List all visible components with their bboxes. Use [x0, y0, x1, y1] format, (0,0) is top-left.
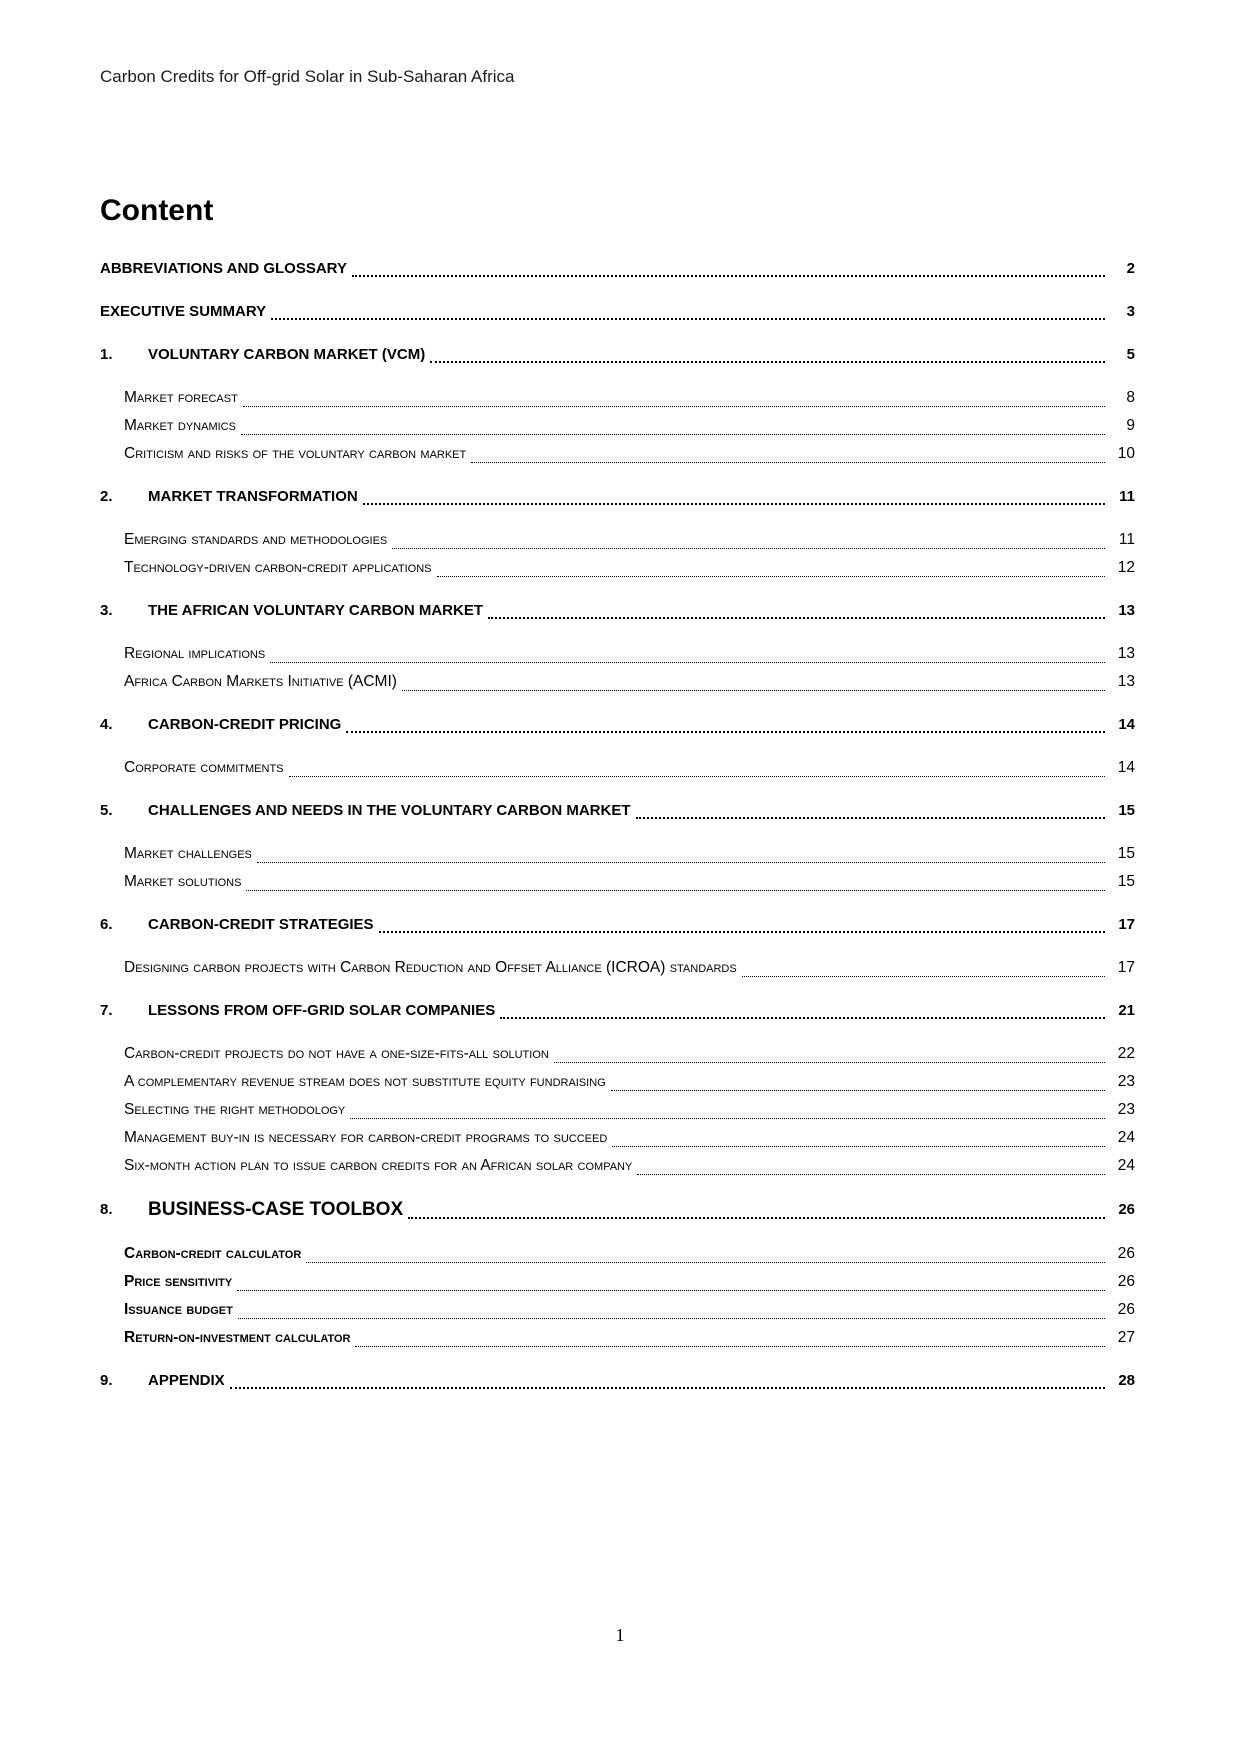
toc-entry[interactable] [100, 668, 1135, 696]
dot-leader [471, 462, 1105, 463]
toc-entry-label: Designing carbon projects with Carbon Reduction and Offset Alliance (ICROA) standards [124, 959, 737, 976]
toc-entry-label: MARKET TRANSFORMATION [148, 488, 358, 505]
toc-entry-label: CHALLENGES AND NEEDS IN THE VOLUNTARY CARBON MARKET [148, 802, 631, 819]
toc-entry-page: 11 [1118, 531, 1135, 548]
toc-entry-page: 10 [1117, 445, 1135, 462]
toc-entry[interactable] [100, 1152, 1135, 1180]
toc-entry-page: 27 [1117, 1329, 1135, 1346]
toc-entry[interactable] [100, 255, 1135, 283]
toc-entry-number: 1. [100, 346, 113, 363]
toc-entry-label: Market forecast [124, 389, 238, 406]
dot-leader [352, 275, 1105, 277]
toc-entry-page: 14 [1118, 716, 1135, 733]
page-number-footer: 1 [615, 1625, 625, 1645]
toc-entry-number: 5. [100, 802, 113, 819]
toc-entry-label: Emerging standards and methodologies [124, 531, 388, 548]
dot-leader [637, 1174, 1105, 1175]
toc-entry-label: A complementary revenue stream does not substitute equity fundraising [124, 1073, 606, 1090]
toc-entry-page: 23 [1117, 1101, 1135, 1118]
dot-leader [488, 617, 1105, 619]
toc-entry[interactable] [100, 1124, 1135, 1152]
toc-entry-page: 12 [1117, 559, 1135, 576]
toc-entry-number: 4. [100, 716, 113, 733]
toc-entry-label: THE AFRICAN VOLUNTARY CARBON MARKET [148, 602, 483, 619]
toc-entry[interactable] [100, 526, 1135, 554]
toc-entry[interactable] [100, 384, 1135, 412]
toc-entry-label: Return-on-investment calculator [124, 1329, 351, 1346]
toc-entry[interactable] [100, 412, 1135, 440]
toc-entry-number: 7. [100, 1002, 113, 1019]
toc-entry[interactable] [100, 483, 1135, 511]
toc-entry[interactable] [100, 911, 1135, 939]
toc-entry[interactable] [100, 298, 1135, 326]
toc-entry[interactable] [100, 1195, 1135, 1225]
toc-entry[interactable] [100, 1040, 1135, 1068]
dot-leader [554, 1062, 1105, 1063]
dot-leader [437, 576, 1105, 577]
toc-entry[interactable] [100, 640, 1135, 668]
toc-entry-label: ABBREVIATIONS AND GLOSSARY [100, 260, 347, 277]
dot-leader [230, 1387, 1105, 1389]
toc-entry-label: Regional implications [124, 645, 266, 662]
dot-leader [742, 976, 1105, 977]
toc-entry-page: 21 [1118, 1002, 1135, 1019]
toc-entry[interactable] [100, 797, 1135, 825]
dot-leader [238, 1318, 1105, 1319]
toc-entry-page: 17 [1117, 959, 1135, 976]
toc-entry-label: CARBON-CREDIT PRICING [148, 716, 342, 733]
toc-entry[interactable] [100, 1240, 1135, 1268]
toc-entry-page: 13 [1118, 602, 1135, 619]
toc-entry[interactable] [100, 1068, 1135, 1096]
toc-entry-label: CARBON-CREDIT STRATEGIES [148, 916, 374, 933]
toc-entry-page: 5 [1126, 346, 1135, 363]
toc-entry-page: 23 [1117, 1073, 1135, 1090]
dot-leader [500, 1017, 1105, 1019]
toc-entry[interactable] [100, 711, 1135, 739]
toc-entry-page: 8 [1126, 389, 1135, 406]
toc-entry-label: APPENDIX [148, 1372, 225, 1389]
toc-entry-page: 24 [1117, 1129, 1135, 1146]
toc-entry-label: Corporate commitments [124, 759, 284, 776]
dot-leader [392, 548, 1105, 549]
toc-entry-number: 3. [100, 602, 113, 619]
toc-entry-number: 2. [100, 488, 113, 505]
toc-entry-page: 14 [1117, 759, 1135, 776]
toc-entry-label: Management buy-in is necessary for carbon-credit programs to succeed [124, 1129, 608, 1146]
toc-entry[interactable] [100, 1296, 1135, 1324]
dot-leader [355, 1346, 1105, 1347]
dot-leader [408, 1217, 1105, 1219]
toc-entry-label: Criticism and risks of the voluntary carbon market [124, 445, 467, 462]
toc-entry[interactable] [100, 840, 1135, 868]
toc-entry-label: VOLUNTARY CARBON MARKET (VCM) [148, 346, 426, 363]
dot-leader [346, 731, 1105, 733]
toc-entry-label: BUSINESS-CASE TOOLBOX [148, 1199, 404, 1220]
toc-entry-page: 2 [1126, 260, 1135, 277]
toc-entry-label: Carbon-credit calculator [124, 1245, 302, 1262]
toc-entry-label: Carbon-credit projects do not have a one-size-fits-all solution [124, 1045, 549, 1062]
dot-leader [430, 361, 1105, 363]
dot-leader [289, 776, 1105, 777]
dot-leader [379, 931, 1105, 933]
dot-leader [257, 862, 1105, 863]
toc-entry-number: 6. [100, 916, 113, 933]
toc-entry[interactable] [100, 997, 1135, 1025]
toc-entry-label: Six-month action plan to issue carbon credits for an African solar company [124, 1157, 633, 1174]
toc-entry[interactable] [100, 554, 1135, 582]
toc-entry[interactable] [100, 1324, 1135, 1352]
toc-entry-label: Market challenges [124, 845, 252, 862]
page-title: Content [100, 194, 214, 227]
dot-leader [243, 406, 1105, 407]
toc-entry-page: 28 [1118, 1372, 1135, 1389]
dot-leader [241, 434, 1105, 435]
toc-entry[interactable] [100, 1268, 1135, 1296]
toc-entry-label: Selecting the right methodology [124, 1101, 346, 1118]
dot-leader [611, 1090, 1105, 1091]
toc-entry-label: LESSONS FROM OFF-GRID SOLAR COMPANIES [148, 1002, 496, 1019]
toc-entry[interactable] [100, 1367, 1135, 1395]
running-header: Carbon Credits for Off-grid Solar in Sub-Saharan Africa [100, 67, 515, 86]
toc-entry-label: Market dynamics [124, 417, 236, 434]
toc-entry-page: 13 [1117, 673, 1135, 690]
toc-entry[interactable] [100, 754, 1135, 782]
toc-entry[interactable] [100, 341, 1135, 369]
toc-entry-number: 8. [100, 1201, 113, 1218]
dot-leader [271, 318, 1105, 320]
toc-entry-page: 13 [1117, 645, 1135, 662]
toc-entry-label: Technology-driven carbon-credit applications [124, 559, 432, 576]
toc-entry-page: 15 [1117, 845, 1135, 862]
dot-leader [612, 1146, 1105, 1147]
dot-leader [237, 1290, 1105, 1291]
toc-entry-page: 24 [1117, 1157, 1135, 1174]
toc-entry[interactable] [100, 868, 1135, 896]
toc-entry-label: Market solutions [124, 873, 242, 890]
toc-entry[interactable] [100, 1096, 1135, 1124]
toc-entry[interactable] [100, 597, 1135, 625]
toc-entry-number: 9. [100, 1372, 113, 1389]
toc-entry-page: 15 [1117, 873, 1135, 890]
toc-entry[interactable] [100, 954, 1135, 982]
dot-leader [306, 1262, 1105, 1263]
toc-entry-page: 26 [1117, 1273, 1135, 1290]
dot-leader [270, 662, 1105, 663]
toc-entry[interactable] [100, 440, 1135, 468]
dot-leader [636, 817, 1105, 819]
toc-entry-label: Price sensitivity [124, 1273, 233, 1290]
dot-leader [402, 690, 1105, 691]
toc-entry-page: 3 [1126, 303, 1135, 320]
toc-entry-page: 26 [1117, 1301, 1135, 1318]
toc-entry-label: EXECUTIVE SUMMARY [100, 303, 267, 320]
dot-leader [350, 1118, 1105, 1119]
toc-entry-label: Issuance budget [124, 1301, 233, 1318]
toc-entry-page: 26 [1117, 1245, 1135, 1262]
toc-entry-page: 17 [1118, 916, 1135, 933]
toc-entry-page: 11 [1119, 488, 1135, 505]
toc-entry-page: 9 [1126, 417, 1135, 434]
dot-leader [246, 890, 1105, 891]
toc-entry-page: 22 [1117, 1045, 1135, 1062]
dot-leader [363, 503, 1105, 505]
toc-entry-label: Africa Carbon Markets Initiative (ACMI) [124, 673, 397, 690]
toc-entry-page: 26 [1118, 1201, 1135, 1218]
table-of-contents [100, 255, 1135, 1395]
toc-entry-page: 15 [1118, 802, 1135, 819]
